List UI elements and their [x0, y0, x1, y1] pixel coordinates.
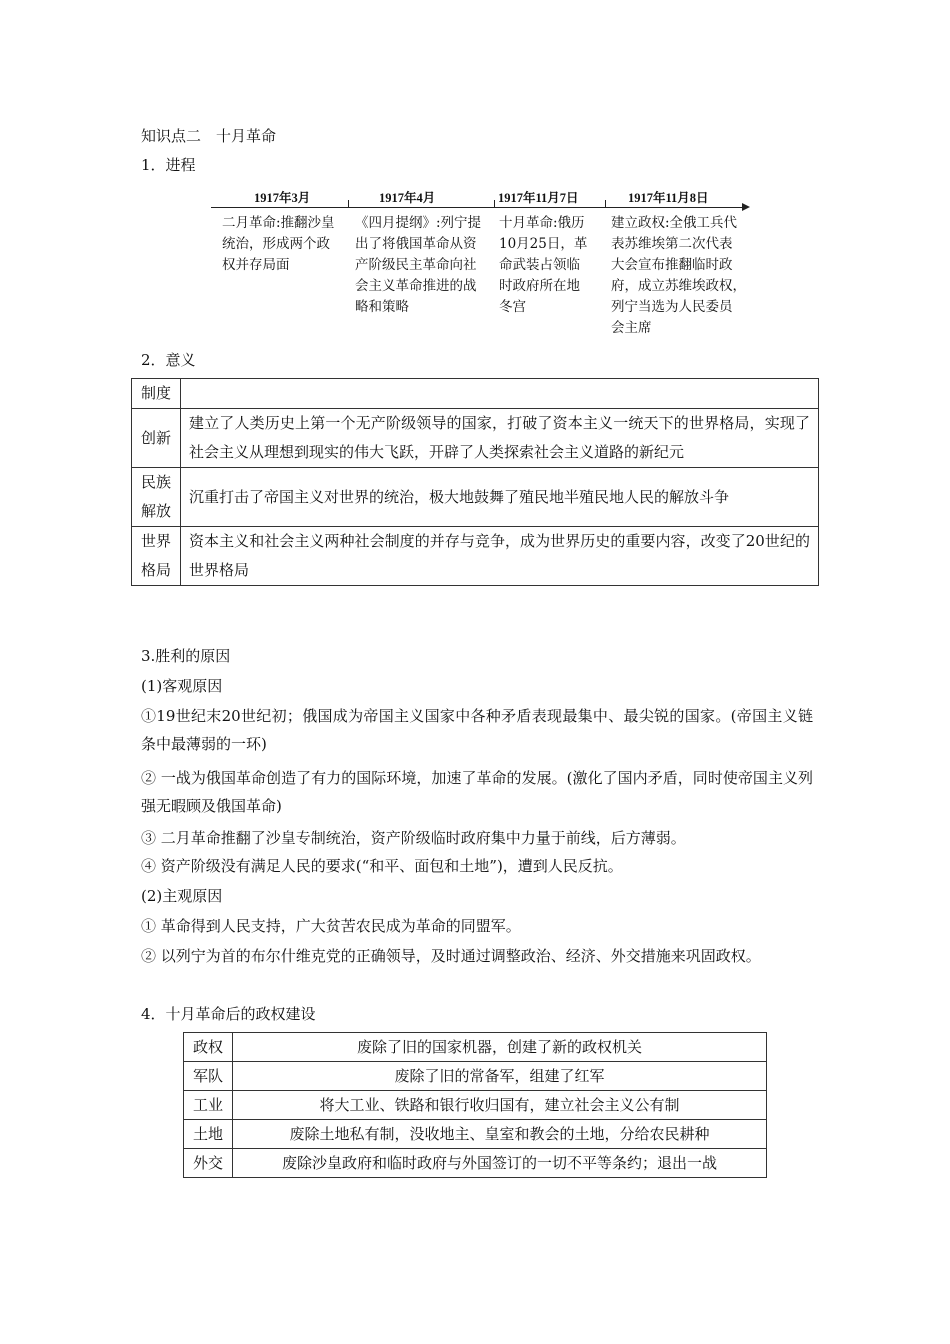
row-label: 世界 格局 — [132, 527, 181, 586]
table-row — [132, 409, 819, 468]
table-row — [184, 1033, 767, 1062]
significance-heading: 2．意义 — [141, 351, 196, 369]
timeline-date: 1917年11月8日 — [628, 191, 709, 205]
timeline-event-text: 《四月提纲》:列宁提 出了将俄国革命从资 产阶级民主革命向社 会主义革命推进的战 略和策略 — [355, 215, 482, 315]
regime-heading: 4．十月革命后的政权建设 — [141, 1005, 316, 1023]
subjective-reason: ② 以列宁为首的布尔什维克党的正确领导，及时通过调整政治、经济、外交措施来巩固政权。 — [141, 947, 761, 965]
subjective-reason: ① 革命得到人民支持，广大贫苦农民成为革命的同盟军。 — [141, 917, 521, 935]
victory-heading: 3.胜利的原因 — [141, 647, 231, 665]
row-content: 沉重打击了帝国主义对世界的统治，极大地鼓舞了殖民地半殖民地人民的解放斗争 — [181, 468, 819, 527]
table-row — [184, 1120, 767, 1149]
row-label: 工业 — [184, 1091, 233, 1120]
row-content: 废除了旧的国家机器，创建了新的政权机关 — [233, 1033, 767, 1062]
progress-heading: 1．进程 — [141, 156, 196, 174]
row-content: 废除了旧的常备军，组建了红军 — [233, 1062, 767, 1091]
timeline-tick — [605, 200, 606, 207]
row-content: 资本主义和社会主义两种社会制度的并存与竞争，成为世界历史的重要内容，改变了20世纪的世界格局 — [181, 527, 819, 586]
table-row — [132, 379, 819, 409]
row-content — [181, 379, 819, 409]
regime-table — [183, 1032, 767, 1178]
row-label: 政权 — [184, 1033, 233, 1062]
timeline-date: 1917年4月 — [379, 191, 436, 205]
timeline-event-text: 二月革命:推翻沙皇 统治，形成两个政 权并存局面 — [222, 215, 335, 273]
timeline-axis — [211, 207, 745, 208]
table-row — [184, 1091, 767, 1120]
row-content: 将大工业、铁路和银行收归国有，建立社会主义公有制 — [233, 1091, 767, 1120]
objective-heading: (1)客观原因 — [141, 677, 223, 695]
table-row — [184, 1062, 767, 1091]
row-content: 废除土地私有制，没收地主、皇室和教会的土地，分给农民耕种 — [233, 1120, 767, 1149]
timeline-date: 1917年3月 — [254, 191, 311, 205]
row-label: 创新 — [132, 409, 181, 468]
table-row — [132, 468, 819, 527]
row-label: 土地 — [184, 1120, 233, 1149]
objective-reason: ② 一战为俄国革命创造了有力的国际环境，加速了革命的发展。(激化了国内矛盾，同时使帝国主义列强无暇顾及俄国革命) — [141, 769, 813, 815]
timeline-tick — [348, 200, 349, 207]
row-label: 外交 — [184, 1149, 233, 1178]
table-row — [132, 527, 819, 586]
timeline-tick — [494, 200, 495, 207]
objective-reason: ③ 二月革命推翻了沙皇专制统治，资产阶级临时政府集中力量于前线，后方薄弱。 — [141, 829, 686, 847]
subjective-heading: (2)主观原因 — [141, 887, 223, 905]
significance-table — [131, 378, 819, 586]
timeline-event-text: 建立政权:全俄工兵代 表苏维埃第二次代表 大会宣布推翻临时政 府，成立苏维埃政权， 列宁当选为人民委员 会主席 — [611, 215, 746, 336]
row-content: 废除沙皇政府和临时政府与外国签订的一切不平等条约；退出一战 — [233, 1149, 767, 1178]
objective-reason: ④ 资产阶级没有满足人民的要求(“和平、面包和土地”)，遭到人民反抗。 — [141, 857, 623, 875]
row-label: 制度 — [132, 379, 181, 409]
timeline-arrow-icon — [742, 203, 750, 211]
section-title: 知识点二 十月革命 — [141, 127, 277, 145]
table-row — [184, 1149, 767, 1178]
objective-reason: ①19世纪末20世纪初；俄国成为帝国主义国家中各种矛盾表现最集中、最尖锐的国家。(帝国主义链条中最薄弱的一环) — [141, 707, 813, 753]
row-content: 建立了人类历史上第一个无产阶级领导的国家，打破了资本主义一统天下的世界格局，实现了社会主义从理想到现实的伟大飞跃，开辟了人类探索社会主义道路的新纪元 — [181, 409, 819, 468]
timeline-event-text: 十月革命:俄历 10月25日，革 命武装占领临 时政府所在地 冬宫 — [499, 215, 588, 315]
timeline-date: 1917年11月7日 — [498, 191, 579, 205]
row-label: 民族 解放 — [132, 468, 181, 527]
row-label: 军队 — [184, 1062, 233, 1091]
